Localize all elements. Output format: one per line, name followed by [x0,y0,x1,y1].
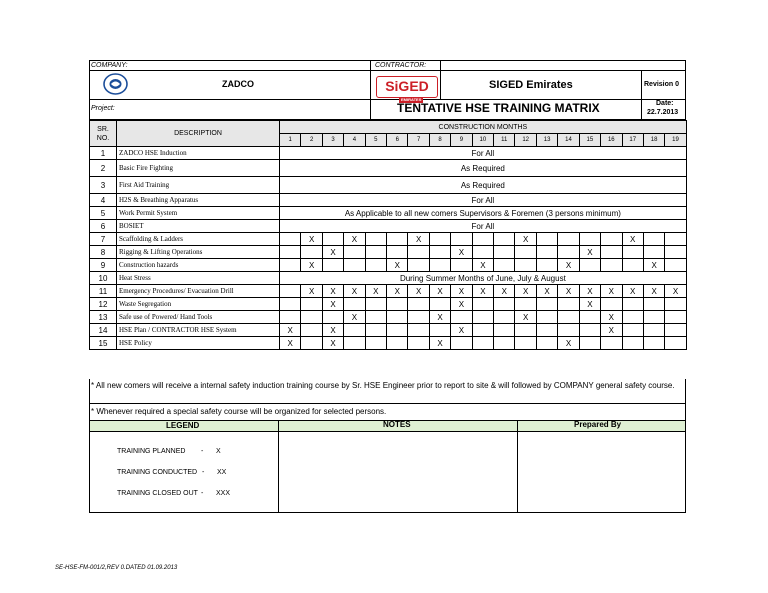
month-cell: X [601,311,622,324]
date-label: Date: [656,100,674,107]
month-cell: X [429,285,450,298]
month-cell [643,298,664,311]
month-cell [601,337,622,350]
prepared-by-header: Prepared By [574,420,622,429]
month-cell [515,259,536,272]
month-cell [387,337,408,350]
month-cell [387,311,408,324]
months-header: CONSTRUCTION MONTHS [280,121,687,134]
month-cell [515,246,536,259]
month-cell: X [643,259,664,272]
month-cell: X [472,285,493,298]
month-cell [622,337,643,350]
row-span-note: During Summer Months of June, July & August [280,272,687,285]
month-header-13: 13 [536,134,557,147]
table-row [90,272,687,285]
month-cell [451,311,472,324]
row-number: 5 [90,207,117,220]
row-description: HSE Policy [117,337,280,350]
month-cell: X [280,337,301,350]
month-cell: X [429,311,450,324]
month-cell [558,246,579,259]
month-cell: X [558,285,579,298]
month-cell [601,298,622,311]
legend-item-label: TRAINING CONDUCTED [117,469,198,476]
month-cell [472,337,493,350]
month-cell: X [280,324,301,337]
month-cell [472,233,493,246]
month-cell [365,311,386,324]
table-row [90,220,687,233]
table-row [90,285,687,298]
month-header-14: 14 [558,134,579,147]
month-header-11: 11 [494,134,515,147]
month-cell [408,246,429,259]
row-description: Rigging & Lifting Operations [117,246,280,259]
table-row [90,194,687,207]
header-hline-2 [89,99,686,100]
header-vline-3 [641,70,642,120]
month-header-18: 18 [643,134,664,147]
month-cell [494,298,515,311]
month-cell: X [622,233,643,246]
month-cell [536,246,557,259]
month-cell: X [322,324,343,337]
month-cell [387,298,408,311]
month-cell [451,233,472,246]
month-cell [579,324,600,337]
month-cell [665,324,686,337]
table-row [90,324,687,337]
month-cell [365,259,386,272]
month-cell [622,298,643,311]
month-cell [622,324,643,337]
month-cell [665,233,686,246]
row-number: 7 [90,233,117,246]
table-row [90,147,687,160]
month-cell: X [408,233,429,246]
month-cell [472,298,493,311]
header-vline-2 [440,60,441,100]
month-cell [344,246,365,259]
month-cell: X [558,259,579,272]
row-description: BOSIET [117,220,280,233]
header-vline-1 [370,60,371,120]
month-cell [280,259,301,272]
header-hline-1 [89,70,686,71]
month-header-8: 8 [429,134,450,147]
row-number: 15 [90,337,117,350]
document-reference: SE-HSE-FM-001/2,REV 0.DATED 01.09.2013 [55,565,178,571]
company-label: COMPANY: [91,62,128,69]
row-number: 2 [90,160,117,177]
month-cell [365,337,386,350]
month-cell [643,337,664,350]
month-header-1: 1 [280,134,301,147]
month-cell: X [643,285,664,298]
month-cell [344,259,365,272]
row-number: 12 [90,298,117,311]
project-label: Project: [91,105,115,112]
row-description: First Aid Training [117,177,280,194]
month-cell [622,311,643,324]
month-cell: X [344,233,365,246]
month-cell [322,259,343,272]
month-cell [408,298,429,311]
month-cell [365,324,386,337]
zadco-logo-icon [103,73,128,95]
month-cell: X [451,285,472,298]
month-cell [494,246,515,259]
month-cell [408,337,429,350]
month-cell [429,298,450,311]
row-span-note: For All [280,220,687,233]
row-description: Safe use of Powered/ Hand Tools [117,311,280,324]
month-cell [322,311,343,324]
month-cell [643,246,664,259]
month-cell [344,324,365,337]
table-row [90,233,687,246]
month-cell [536,324,557,337]
month-cell [643,233,664,246]
row-description: Work Permit System [117,207,280,220]
month-header-19: 19 [665,134,686,147]
month-cell [494,324,515,337]
month-cell [429,259,450,272]
month-cell: X [322,246,343,259]
row-description: Waste Segregation [117,298,280,311]
row-number: 10 [90,272,117,285]
month-cell [301,311,322,324]
month-cell [494,337,515,350]
month-cell [665,298,686,311]
table-row [90,259,687,272]
month-header-9: 9 [451,134,472,147]
month-cell [365,233,386,246]
month-cell [494,233,515,246]
month-cell [301,337,322,350]
month-cell [494,311,515,324]
table-row [90,311,687,324]
table-row [90,337,687,350]
month-cell [558,233,579,246]
month-cell [579,233,600,246]
row-number: 8 [90,246,117,259]
month-cell [536,233,557,246]
month-header-12: 12 [515,134,536,147]
month-cell [280,298,301,311]
month-header-6: 6 [387,134,408,147]
description-header: DESCRIPTION [117,121,280,147]
month-cell: X [365,285,386,298]
month-cell [280,285,301,298]
month-cell: X [301,285,322,298]
month-header-2: 2 [301,134,322,147]
month-cell [365,298,386,311]
date-value: 22.7.2013 [647,109,679,116]
legend-item-separator: - [201,448,204,455]
note-2: * Whenever required a special safety course will be organized for selected persons. [91,407,387,416]
row-number: 9 [90,259,117,272]
month-cell: X [622,285,643,298]
row-number: 6 [90,220,117,233]
sr-header: SR. NO. [90,121,117,147]
month-cell [344,337,365,350]
month-cell [536,259,557,272]
month-cell: X [515,285,536,298]
notes-divider [89,403,686,404]
month-cell [601,246,622,259]
month-header-5: 5 [365,134,386,147]
month-cell [643,311,664,324]
footer-vline-1 [278,420,279,513]
month-cell: X [451,324,472,337]
month-cell: X [558,337,579,350]
month-cell: X [601,324,622,337]
month-cell: X [579,246,600,259]
table-row [90,160,687,177]
month-cell: X [387,259,408,272]
row-span-note: As Required [280,177,687,194]
month-cell: X [665,285,686,298]
month-cell [322,233,343,246]
row-description: ZADCO HSE Induction [117,147,280,160]
month-cell [665,246,686,259]
month-cell: X [451,298,472,311]
row-span-note: As Required [280,160,687,177]
month-cell [429,233,450,246]
month-cell: X [579,285,600,298]
month-cell [622,259,643,272]
row-span-note: As Applicable to all new comers Supervisors & Foremen (3 persons minimum) [280,207,687,220]
month-cell [301,298,322,311]
month-cell [515,324,536,337]
month-cell [601,233,622,246]
row-span-note: For All [280,147,687,160]
row-description: H2S & Breathing Apparatus [117,194,280,207]
month-cell: X [515,233,536,246]
month-cell [558,298,579,311]
month-cell [301,324,322,337]
row-description: Heat Stress [117,272,280,285]
month-cell [301,246,322,259]
month-cell [408,324,429,337]
month-cell: X [344,285,365,298]
month-cell [665,337,686,350]
month-cell: X [408,285,429,298]
month-cell [280,233,301,246]
table-row [90,298,687,311]
month-cell [515,298,536,311]
row-description: Construction hazards [117,259,280,272]
table-row [90,246,687,259]
month-cell [558,311,579,324]
month-cell [665,311,686,324]
month-cell [579,337,600,350]
month-cell [472,246,493,259]
row-span-note: For All [280,194,687,207]
month-cell: X [472,259,493,272]
company-name: ZADCO [222,79,254,89]
month-cell: X [322,337,343,350]
row-description: Emergency Procedures/ Evacuation Drill [117,285,280,298]
month-header-4: 4 [344,134,365,147]
contractor-name: SIGED Emirates [489,79,573,91]
month-cell [515,337,536,350]
page-title: TENTATIVE HSE TRAINING MATRIX [397,101,600,115]
month-cell [429,324,450,337]
month-cell: X [344,311,365,324]
footer-table [89,420,686,513]
month-header-17: 17 [622,134,643,147]
month-cell [579,259,600,272]
month-cell: X [301,259,322,272]
table-row [90,207,687,220]
row-number: 14 [90,324,117,337]
month-cell [665,259,686,272]
legend-header: LEGEND [166,421,200,430]
month-cell: X [322,285,343,298]
month-cell [558,324,579,337]
month-cell [365,246,386,259]
row-description: Scaffolding & Ladders [117,233,280,246]
month-cell [601,259,622,272]
month-header-10: 10 [472,134,493,147]
month-cell [494,259,515,272]
month-cell: X [579,298,600,311]
month-cell [622,246,643,259]
note-1: * All new comers will receive a internal safety induction training course by Sr. HSE Engineer prior to report to site & will followed by COMPANY general safety course. [91,381,675,390]
month-cell [536,311,557,324]
month-cell [451,337,472,350]
notes-header: NOTES [383,420,411,429]
month-cell [579,311,600,324]
month-cell [451,259,472,272]
training-matrix-table [89,120,687,350]
month-cell [387,233,408,246]
footer-vline-2 [517,420,518,513]
month-cell [408,259,429,272]
month-cell [387,246,408,259]
month-cell: X [536,285,557,298]
contractor-label: CONTRACTOR: [375,62,427,69]
month-cell [344,298,365,311]
month-cell [472,311,493,324]
legend-item-separator: - [201,490,204,497]
legend-item-separator: - [202,469,205,476]
month-cell [408,311,429,324]
table-row [90,177,687,194]
legend-item-label: TRAINING PLANNED [117,448,186,455]
month-cell: X [322,298,343,311]
row-number: 13 [90,311,117,324]
month-header-15: 15 [579,134,600,147]
month-header-16: 16 [601,134,622,147]
row-number: 11 [90,285,117,298]
legend-item-label: TRAINING CLOSED OUT [117,490,198,497]
footer-header-line [89,431,686,432]
month-cell: X [494,285,515,298]
month-cell [280,246,301,259]
legend-item-value: X [216,448,221,455]
month-cell: X [301,233,322,246]
month-cell [643,324,664,337]
month-cell [429,246,450,259]
row-description: Basic Fire Fighting [117,160,280,177]
month-cell: X [515,311,536,324]
siged-logo: SiGED EMIRATES [376,76,438,98]
month-cell [472,324,493,337]
month-header-3: 3 [322,134,343,147]
month-cell [536,298,557,311]
month-cell [536,337,557,350]
month-cell: X [387,285,408,298]
legend-item-value: XXX [216,490,231,497]
revision-label: Revision 0 [644,81,680,88]
month-cell [387,324,408,337]
row-number: 3 [90,177,117,194]
month-cell: X [429,337,450,350]
month-header-7: 7 [408,134,429,147]
month-cell: X [451,246,472,259]
month-cell: X [601,285,622,298]
month-cell [280,311,301,324]
row-description: HSE Plan / CONTRACTOR HSE System [117,324,280,337]
legend-item-value: XX [217,469,227,476]
row-number: 4 [90,194,117,207]
row-number: 1 [90,147,117,160]
